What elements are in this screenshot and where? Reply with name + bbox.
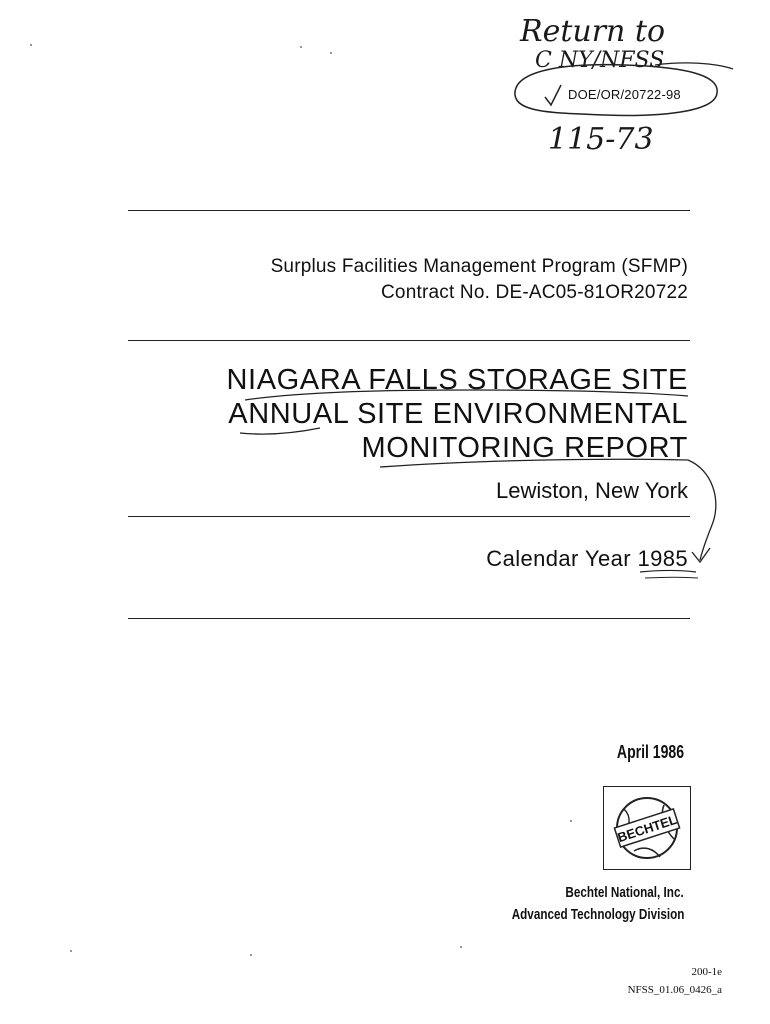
calendar-year: Calendar Year 1985 — [486, 546, 688, 571]
publication-date: April 1986 — [616, 742, 684, 762]
logo-text: BECHTEL — [615, 811, 679, 846]
handwritten-number: 115-73 — [548, 122, 654, 157]
contract-number: Contract No. DE-AC05-81OR20722 — [381, 282, 688, 303]
company-name: Bechtel National, Inc. — [565, 884, 684, 901]
scan-speck — [460, 946, 462, 948]
scan-speck — [570, 820, 572, 822]
report-title-line2: ANNUAL SITE ENVIRONMENTAL — [228, 398, 688, 430]
bechtel-globe-logo-icon — [604, 787, 690, 869]
bechtel-logo — [603, 786, 691, 870]
scan-speck — [330, 52, 332, 54]
scan-speck — [300, 46, 302, 48]
scan-speck — [70, 950, 72, 952]
file-identifier: NFSS_01.06_0426_a — [627, 984, 722, 996]
program-name: Surplus Facilities Management Program (SFMP) — [270, 256, 688, 277]
site-location: Lewiston, New York — [496, 478, 688, 503]
scan-speck — [30, 44, 32, 46]
handwritten-return-note: Return to — [520, 14, 666, 49]
scan-speck — [250, 954, 252, 956]
report-title-line3: MONITORING REPORT — [361, 432, 688, 464]
form-code: 200-1e — [691, 966, 722, 978]
divider — [128, 618, 690, 619]
divider — [128, 516, 690, 517]
company-division: Advanced Technology Division — [511, 906, 684, 923]
handwritten-addressee: C NY/NFSS — [535, 48, 665, 73]
report-title-line1: NIAGARA FALLS STORAGE SITE — [226, 364, 688, 396]
document-number: DOE/OR/20722-98 — [568, 87, 681, 102]
